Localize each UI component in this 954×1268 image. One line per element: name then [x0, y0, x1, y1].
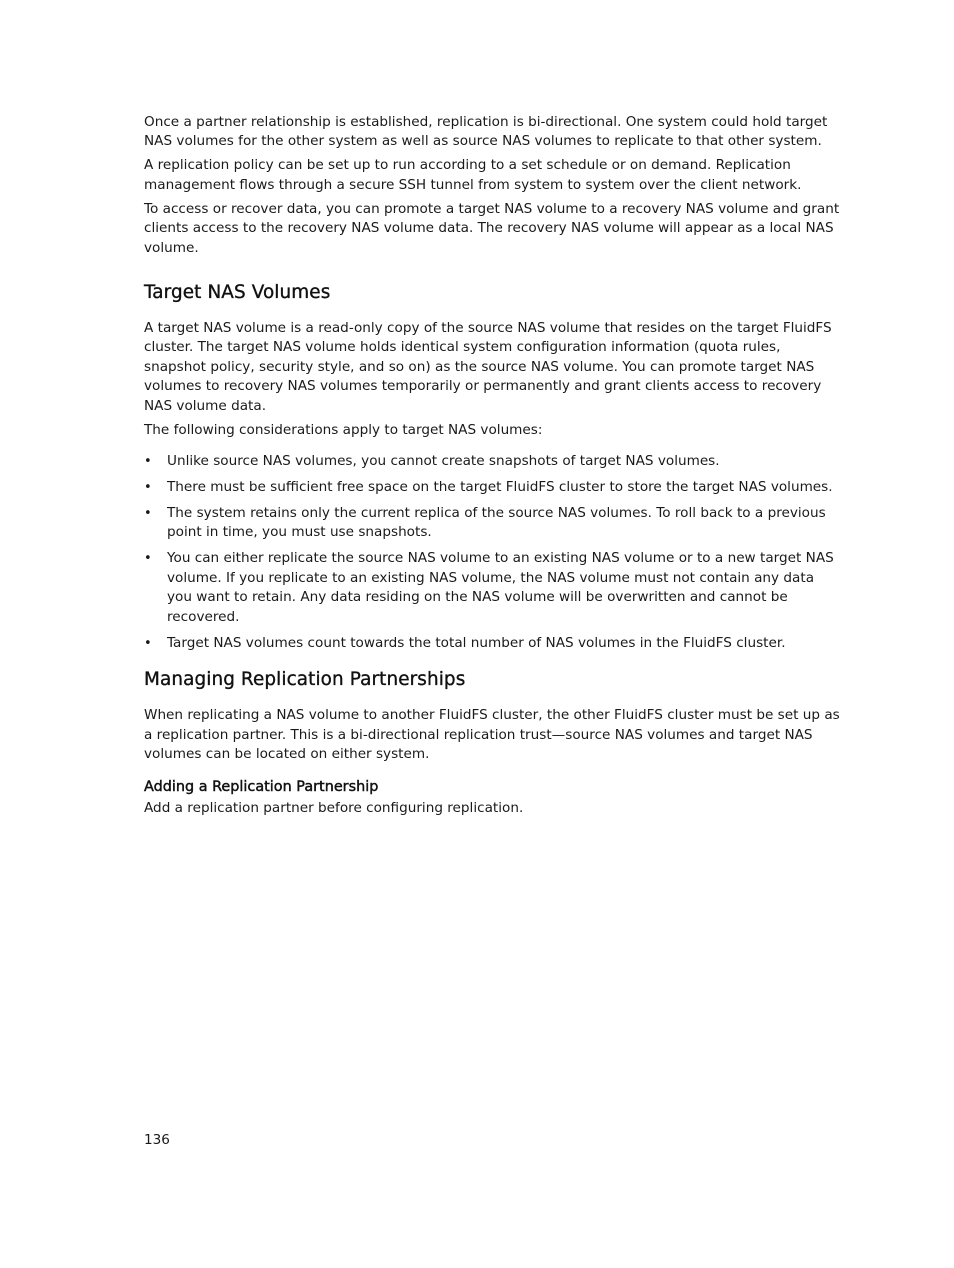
- bullet-icon: •: [144, 454, 152, 470]
- bullet-icon: •: [144, 506, 152, 522]
- list-item-text: Unlike source NAS volumes, you cannot create snapshots of target NAS volumes.: [167, 453, 720, 470]
- section-heading-managing-replication-partnerships: Managing Replication Partnerships: [144, 669, 466, 691]
- list-item-text: Target NAS volumes count towards the total number of NAS volumes in the FluidFS cluster.: [167, 634, 786, 651]
- document-body: [144, 113, 840, 819]
- bullet-icon: •: [144, 635, 152, 651]
- list-item: [144, 634, 840, 653]
- list-item: [144, 452, 840, 471]
- body-paragraph: A target NAS volume is a read-only copy of the source NAS volume that resides on the target FluidFS cluster. The target NAS volume holds identical system configuration information (quota rules, snapshot policy, security style, and so on) as the source NAS volume. You can promote target NAS volumes to recovery NAS volumes temporarily or permanently and grant clients access to recovery NAS volume data.: [144, 320, 832, 414]
- list-item-text: You can either replicate the source NAS volume to an existing NAS volume or to a new target NAS volume. If you replicate to an existing NAS volume, the NAS volume must not contain any data you want to retain. Any data residing on the NAS volume will be overwritten and cannot be recovered.: [167, 550, 834, 625]
- intro-paragraph: Once a partner relationship is established, replication is bi-directional. One system could hold target NAS volumes for the other system as well as source NAS volumes to replicate to that other system.: [144, 114, 828, 150]
- considerations-list: [144, 452, 840, 653]
- section-heading-target-nas-volumes: Target NAS Volumes: [144, 282, 331, 304]
- list-item: [144, 504, 840, 543]
- body-paragraph: Add a replication partner before configuring replication.: [144, 800, 524, 817]
- intro-paragraph: A replication policy can be set up to run according to a set schedule or on demand. Replication management flows through a secure SSH tunnel from system to system over the client network.: [144, 157, 802, 193]
- list-item: [144, 478, 840, 497]
- bullet-icon: •: [144, 551, 152, 567]
- list-item-text: The system retains only the current replica of the source NAS volumes. To roll back to a previous point in time, you must use snapshots.: [167, 505, 826, 541]
- list-item: [144, 549, 840, 627]
- page-number: 136: [144, 1132, 170, 1148]
- bullet-icon: •: [144, 480, 152, 496]
- subsection-heading-adding-replication-partnership: Adding a Replication Partnership: [144, 779, 379, 796]
- body-paragraph: When replicating a NAS volume to another FluidFS cluster, the other FluidFS cluster must be set up as a replication partner. This is a bi-directional replication trust—source NAS volumes and target NAS volumes can be located on either system.: [144, 707, 840, 762]
- intro-paragraph: To access or recover data, you can promote a target NAS volume to a recovery NAS volume and grant clients access to the recovery NAS volume data. The recovery NAS volume will appear as a local NAS volume.: [144, 200, 840, 256]
- body-paragraph: The following considerations apply to target NAS volumes:: [144, 421, 543, 438]
- list-item-text: There must be sufficient free space on the target FluidFS cluster to store the target NAS volumes.: [167, 479, 833, 496]
